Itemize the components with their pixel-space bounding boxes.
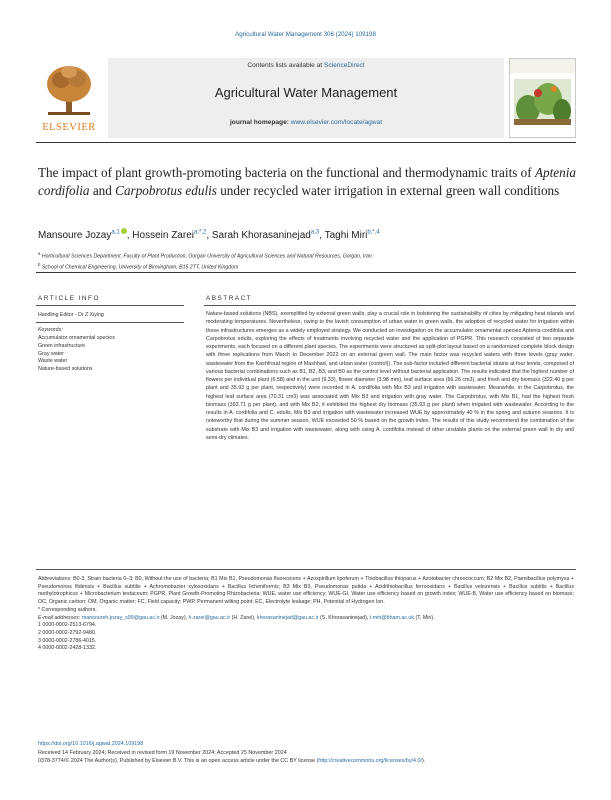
email-addresses xyxy=(38,615,574,623)
affiliation-divider xyxy=(36,272,576,273)
email-link[interactable]: mansoureh.jozay_s99@gau.ac.ir xyxy=(81,614,160,621)
orcid-entry[interactable]: 4 0000-0002-2428-1332. xyxy=(38,645,97,652)
email-link[interactable]: t.miri@bham.ac.uk xyxy=(369,614,415,621)
license-link[interactable]: http://creativecommons.org/licenses/by/4.0/ xyxy=(318,758,423,764)
contents-line xyxy=(108,62,504,69)
keyword-item: Waste water xyxy=(38,358,68,365)
footnote-divider xyxy=(36,569,576,570)
cover-plant-icon xyxy=(514,79,571,125)
orcid-entry[interactable]: 1 0000-0002-2513-6794. xyxy=(38,622,97,629)
title-part-2: under recycled water irrigation in external green wall conditions xyxy=(216,182,560,198)
corresponding-authors-note: * Corresponding authors. xyxy=(38,606,97,613)
abstract-text: Nature-based solutions (NBS), exemplified by external green walls, play a crucial role in bolstering the sustainability of cities by mitigating heat islands and moderating temperatures. Nevertheless, owing to the lavish consumption of urban water in green walls, the adoption of recycled water for irrigation within these infrastructures emerges as a widely employed strategy. We conducted an investigation on the accumulator ornamental species Aptenia cordifolia and Carpobrotus edulis, exploring the effects of treatments involving recycled water and the application of PGPR. This research consisted of two separate experiments, each focused on a different plant species. The experiments were structured as split-plot layout based on a randomized complete block design with three replications from March to December 2022 on an external green wall. The main factor was recycled waters with three levels (gray water, wastewater from the Kashfroud region of Mashhad, and urban water (control)). The sub-factor included different bacterial strains at four levels, composed of various bacterial combinations such as B1, B2, B3, and B0 as the control level without bacterial application. The results indicated that the highest number of flowers per individual plant (6.58) and in the unit (9.33), flower diameter (3.98 mm), leaf surface area (66.26 cm3), and fresh and dry biomass (322.40 g per plant and 35.93 g per plant, respectively) were recorded in A. cordifolia with Mix B3 and irrigation with wastewater. Meanwhile, in the Carpobrotus, the highest leaf surface area (70.31 cm3) was associated with Mix B3 and irrigation with gray water. The Carpobrotus, with Mix B1, had the highest fresh biomass (393.71 g per plant), and with Mix B2, it exhibited the highest dry biomass (35.93 g per plant) when irrigated with wastewater. According to the results in A. cordifolia and C. edulis, Mix B3 and irrigation with wastewater increased WUE by approximately 40 % in the spring and autumn seasons. It is noteworthy that during the summer season, WUE exceeded 50 % based on the growth index. The results of this study recommend the combination of the substrate with Mix B3 and irrigation with wastewater, along with using A. cordifolia instead of other unstable plants on the external green wall in dry and semi-dry climates. xyxy=(206,311,574,441)
elsevier-wordmark: ELSEVIER xyxy=(42,122,96,133)
author-name[interactable]: Sarah Khorasaninejad xyxy=(211,230,311,241)
affiliations xyxy=(38,250,578,271)
email-owner: (T. Miri). xyxy=(414,614,435,621)
article-title xyxy=(38,164,578,199)
affiliation-text: School of Chemical Engineering, University of Birmingham, B15 2TT, United Kingdom xyxy=(41,264,239,271)
author-superscript[interactable]: b,*,4 xyxy=(367,229,380,236)
article-info-divider xyxy=(36,305,184,306)
email-label: E-mail addresses: xyxy=(38,614,82,621)
keywords-heading: Keywords: xyxy=(38,327,63,333)
elsevier-tree-icon xyxy=(44,62,94,118)
abstract-divider xyxy=(204,305,576,306)
contents-prefix: Contents lists available at xyxy=(247,62,324,69)
journal-title: Agricultural Water Management xyxy=(214,85,398,100)
homepage-line xyxy=(108,119,504,126)
journal-banner xyxy=(108,58,504,138)
abbreviations: Abbreviations: B0-3, Strain bacteria 0–3; B0, Without the use of bacteria; B1 Mix B1, Pseudomonas fluorescens + Azospirillum lipoferum + Thiobacillus thioparus + Azotobacter chroococcum; B2 Mix B2, Paenibacillus polymyxa + Pseudomonas fildensis + Bacillus subtilis + Achromobacter xylosoxidans + Bacillus licheniformis; B3 Mix B3, Pseudomonas putida + Acidithiobacillus ferrooxidans + Bacillus velezensis + Bacillus subtilis + Bacillus methylotrophicus + Microbacterium testaceum; PGPR, Plant Growth-Promoting Rhizobacteria; WUE, water use efficiency; WUE-GI, Water use efficiency based on growth index; WUE-B, Water use efficiency based on biomass; OC, Organic carbon; OM, Organic matter; FC, Field capacity; PWP, Permanent wilting point; EC, Electrolyte leakage; PH, Potential of Hydrogen Ion. xyxy=(38,576,574,606)
homepage-prefix: journal homepage: xyxy=(229,119,291,126)
email-owner: (S. Khorasaninejad), xyxy=(318,614,370,621)
received-dates: Received 14 February 2024; Received in revised form 19 November 2024; Accepted 25 November 2024 xyxy=(38,750,287,756)
affiliation-marker: a xyxy=(38,251,41,256)
journal-reference[interactable]: Agricultural Water Management 306 (2024) 109198 xyxy=(235,31,376,38)
keyword-item: Accumulator ornamental species xyxy=(38,335,115,341)
orcid-list xyxy=(38,622,574,653)
affiliation-marker: b xyxy=(38,261,41,267)
homepage-link[interactable]: www.elsevier.com/locate/agwat xyxy=(290,119,383,126)
title-species-2: Carpobrotus edulis xyxy=(115,182,217,198)
keyword-item: Gray water xyxy=(38,350,64,357)
copyright-suffix: ). xyxy=(422,758,426,764)
affiliation-text: Horticultural Sciences Department, Faculty of Plant Production, Gorgan University of Agricultural Sciences and Natural Resources, Gorgan, Iran xyxy=(41,253,372,260)
title-part-1: The impact of plant growth-promoting bacteria on the functional and thermodynamic traits of xyxy=(38,165,535,180)
elsevier-logo[interactable] xyxy=(36,58,102,138)
email-owner: (M. Jozay), xyxy=(159,614,189,621)
article-info-heading: ARTICLE INFO xyxy=(38,295,100,302)
sciencedirect-link[interactable]: ScienceDirect xyxy=(323,62,365,69)
orcid-entry[interactable]: 2 0000-0002-2792-9480. xyxy=(38,629,97,636)
handling-editor: Handling Editor - Dr Z Xiying xyxy=(38,312,104,318)
title-and: and xyxy=(89,182,116,198)
footnotes xyxy=(38,576,574,653)
journal-cover-thumbnail[interactable] xyxy=(509,58,576,138)
journal-header xyxy=(36,58,576,138)
email-link[interactable]: h.zarei@gau.ac.ir xyxy=(188,614,231,621)
author-superscript[interactable]: a,1 xyxy=(111,229,120,236)
header-divider xyxy=(36,142,576,143)
author-superscript[interactable]: a,*,2 xyxy=(193,229,207,236)
abstract-heading: ABSTRACT xyxy=(206,295,253,302)
doi-link[interactable]: https://doi.org/10.1016/j.agwat.2024.109198 xyxy=(38,741,144,747)
article-info-divider xyxy=(36,322,184,323)
author-superscript[interactable]: a,3 xyxy=(310,229,320,236)
author-list: Mansoure Jozay$^{a,1}$ , Hossein Zarei$^{a,*,2}$, Sarah Khorasaninejad$^{a,3}$, Taghi Miri$^{b,*,4}$ xyxy=(38,229,380,241)
affiliation-item xyxy=(38,250,578,261)
orcid-entry[interactable]: 3 0000-0002-2786-4015. xyxy=(38,637,97,644)
author-name[interactable]: Hossein Zarei xyxy=(132,230,194,241)
keyword-list xyxy=(38,335,184,374)
author-name[interactable]: Mansoure Jozay xyxy=(38,230,112,241)
copyright-line xyxy=(38,758,578,764)
email-link[interactable]: khorasaninejad@gau.ac.ir xyxy=(256,614,319,621)
email-owner: (H. Zarei), xyxy=(230,614,257,621)
cover-band xyxy=(510,59,575,73)
copyright-text: 0378-3774/© 2024 The Author(s). Published by Elsevier B.V. This is an open access article under the CC BY license ( xyxy=(38,758,319,764)
keyword-item: Green infrastructure xyxy=(38,342,86,349)
author-name[interactable]: Taghi Miri xyxy=(324,230,368,241)
orcid-icon[interactable] xyxy=(121,228,127,234)
keyword-item: Nature-based solutions xyxy=(38,366,93,373)
title-species-1: Aptenia cordifolia xyxy=(38,165,576,198)
affiliation-item xyxy=(38,261,578,272)
